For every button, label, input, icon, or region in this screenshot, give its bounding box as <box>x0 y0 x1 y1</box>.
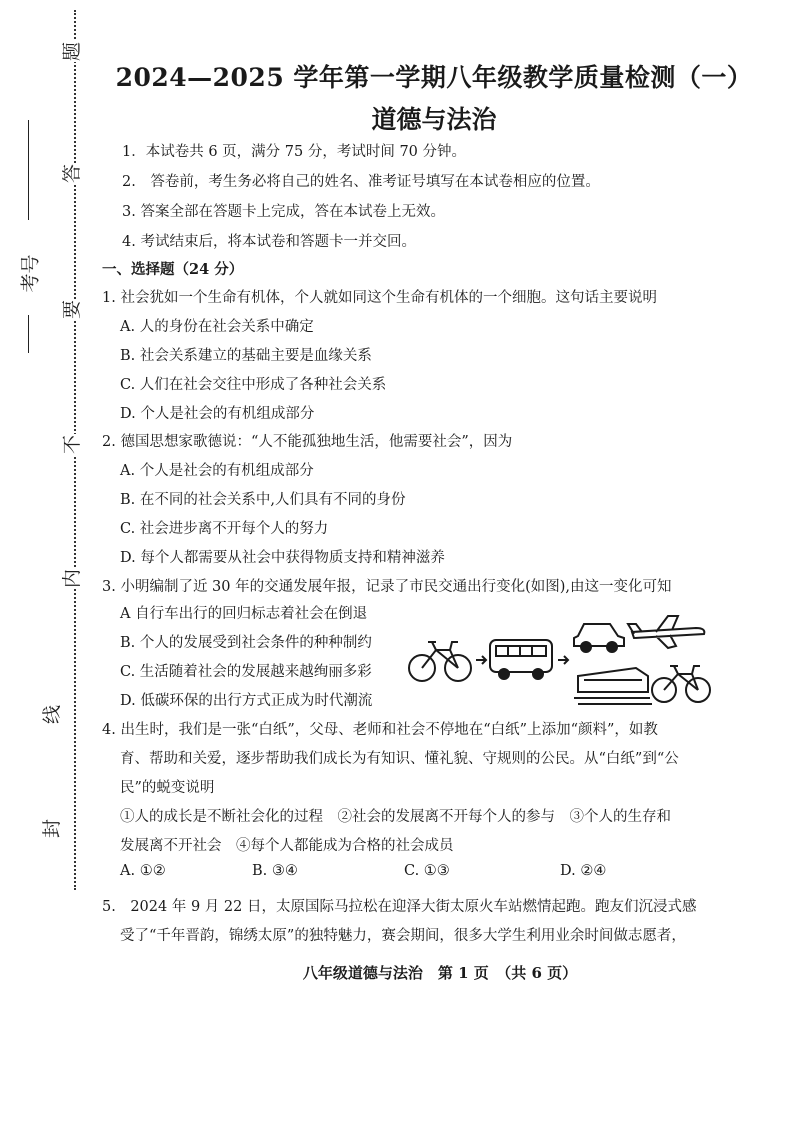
q4-statements-line-2: 发展离不开社会 ④每个人都能成为合格的社会成员 <box>120 838 454 854</box>
q4-choice-d: D. ②④ <box>560 863 607 879</box>
airplane-icon <box>628 616 704 648</box>
arrow-icon <box>558 656 568 664</box>
q2-stem: 2. 德国思想家歌德说：“人不能孤独地生活，他需要社会”，因为 <box>102 434 513 450</box>
q2-option-b: B. 在不同的社会关系中,人们具有不同的身份 <box>120 492 406 508</box>
seal-char-4: 不 <box>61 434 84 455</box>
bicycle-icon <box>652 666 710 702</box>
q1-option-a: A. 人的身份在社会关系中确定 <box>120 319 314 335</box>
arrow-icon <box>476 656 486 664</box>
q1-option-b: B. 社会关系建立的基础主要是血缘关系 <box>120 348 372 364</box>
binding-margin <box>0 0 100 1123</box>
page-content <box>100 0 780 1123</box>
q1-option-c: C. 人们在社会交往中形成了各种社会关系 <box>120 377 387 393</box>
q4-stem-line-1: 4. 出生时，我们是一张“白纸”，父母、老师和社会不停地在“白纸”上添加“颜料”，如教 <box>102 722 658 738</box>
exam-number-fill-line <box>28 315 29 353</box>
seal-char-5: 内 <box>61 568 84 589</box>
q4-choice-c: C. ①③ <box>404 863 450 879</box>
section-heading: 一、选择题（24 分） <box>102 261 244 278</box>
q4-statements-line-1: ①人的成长是不断社会化的过程 ②社会的发展离不开每个人的参与 ③个人的生存和 <box>120 809 671 825</box>
q4-stem-line-2: 育、帮助和关爱，逐步帮助我们成长为有知识、懂礼貌、守规则的公民。从“白纸”到“公 <box>120 751 679 767</box>
bicycle-icon <box>409 642 471 681</box>
q5-line-1: 5. 2024 年 9 月 22 日，太原国际马拉松在迎泽大街太原火车站燃情起跑。跑友们沉浸式感 <box>102 899 697 915</box>
q1-option-d: D. 个人是社会的有机组成部分 <box>120 406 315 422</box>
q4-stem-line-3: 民”的蜕变说明 <box>120 780 215 796</box>
q3-option-c: C. 生活随着社会的发展越来越绚丽多彩 <box>120 664 372 680</box>
car-icon <box>574 624 624 652</box>
q4-choice-a: A. ①② <box>120 863 166 879</box>
seal-char-1: 题 <box>61 41 84 62</box>
q3-stem: 3. 小明编制了近 30 年的交通发展年报，记录了市民交通出行变化(如图),由这一变化可知 <box>102 579 672 595</box>
q3-option-b: B. 个人的发展受到社会条件的种种制约 <box>120 635 372 651</box>
q3-option-d: D. 低碳环保的出行方式正成为时代潮流 <box>120 693 373 709</box>
q2-option-a: A. 个人是社会的有机组成部分 <box>120 463 314 479</box>
subject-title: 道德与法治 <box>371 105 497 134</box>
school-fill-line <box>28 120 29 220</box>
instruction-4: 4. 考试结束后，将本试卷和答题卡一并交回。 <box>122 234 416 250</box>
q1-stem: 1. 社会犹如一个生命有机体，个人就如同这个生命有机体的一个细胞。这句话主要说明 <box>102 290 657 306</box>
bus-icon <box>490 640 552 679</box>
seal-char-6: 线 <box>41 704 64 725</box>
q2-option-d: D. 每个人都需要从社会中获得物质支持和精神滋养 <box>120 550 445 566</box>
q4-choice-b: B. ③④ <box>252 863 298 879</box>
instruction-3: 3. 答案全部在答题卡上完成，答在本试卷上无效。 <box>122 204 445 220</box>
instruction-2: 2. 答卷前，考生务必将自己的姓名、准考证号填写在本试卷相应的位置。 <box>122 174 600 190</box>
q5-line-2: 受了“千年晋韵，锦绣太原”的独特魅力，赛会期间，很多大学生利用业余时间做志愿者， <box>120 928 686 944</box>
exam-number-label: 考号 <box>20 251 43 297</box>
seal-char-7: 封 <box>41 818 64 839</box>
exam-title: 2024—2025 学年第一学期八年级教学质量检测（一） <box>115 63 753 92</box>
transport-illustration <box>406 610 716 710</box>
instruction-1: 1．本试卷共 6 页，满分 75 分，考试时间 70 分钟。 <box>122 144 467 160</box>
train-icon <box>574 668 652 704</box>
seal-char-2: 答 <box>61 163 84 184</box>
q2-option-c: C. 社会进步离不开每个人的努力 <box>120 521 329 537</box>
page-footer: 八年级道德与法治 第 1 页 （共 6 页） <box>302 964 578 982</box>
q3-option-a: A 自行车出行的回归标志着社会在倒退 <box>120 606 368 622</box>
seal-char-3: 要 <box>61 299 84 320</box>
